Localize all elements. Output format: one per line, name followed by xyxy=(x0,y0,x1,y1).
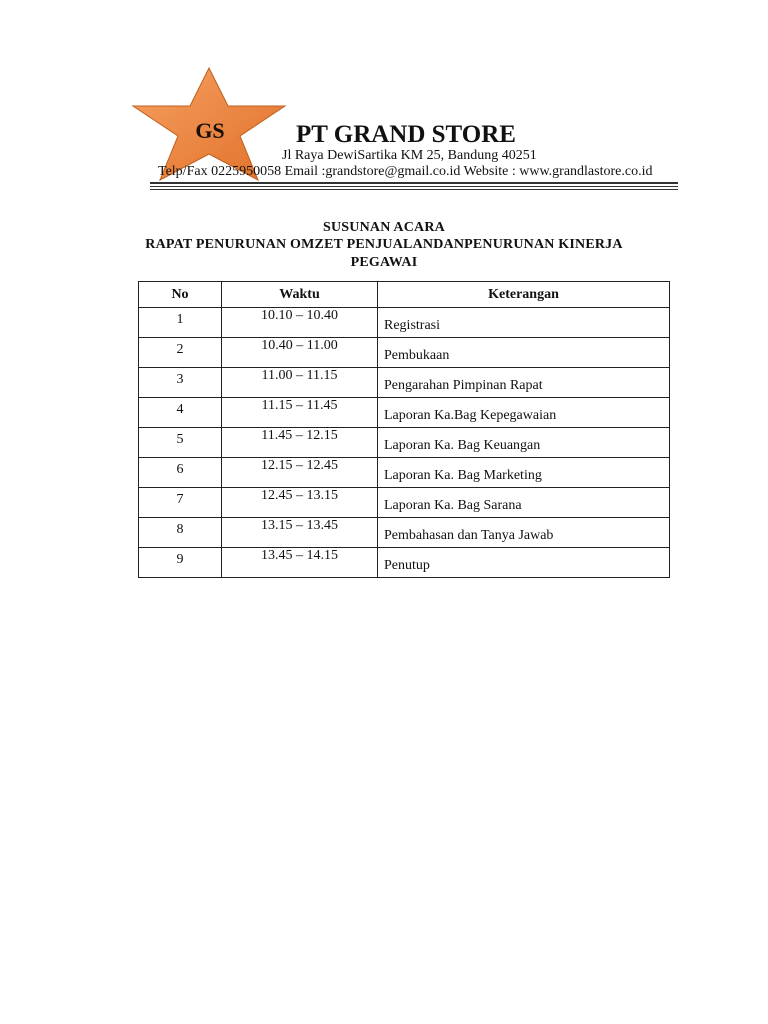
heading-line1: SUSUNAN ACARA xyxy=(322,220,445,235)
table-row xyxy=(139,458,670,488)
header-keterangan: Keterangan xyxy=(378,282,670,308)
cell-keterangan: Pembukaan xyxy=(378,338,670,368)
cell-waktu: 13.15 – 13.45 xyxy=(222,518,378,548)
heading-line3: PEGAWAI xyxy=(350,255,418,270)
cell-no: 3 xyxy=(139,368,222,398)
cell-no: 8 xyxy=(139,518,222,548)
cell-no: 2 xyxy=(139,338,222,368)
logo-text: GS xyxy=(195,118,225,143)
table-header-row xyxy=(139,282,670,308)
company-address: Jl Raya DewiSartika KM 25, Bandung 40251 xyxy=(282,148,537,163)
table-row xyxy=(139,398,670,428)
table-row xyxy=(139,428,670,458)
header-no: No xyxy=(139,282,222,308)
cell-no: 7 xyxy=(139,488,222,518)
table-row xyxy=(139,308,670,338)
header-waktu: Waktu xyxy=(222,282,378,308)
cell-waktu: 10.40 – 11.00 xyxy=(222,338,378,368)
schedule-table xyxy=(138,281,670,578)
divider xyxy=(150,189,678,190)
cell-keterangan: Laporan Ka. Bag Sarana xyxy=(378,488,670,518)
cell-waktu: 11.15 – 11.45 xyxy=(222,398,378,428)
cell-waktu: 12.15 – 12.45 xyxy=(222,458,378,488)
company-contact: Telp/Fax 0225950058 Email :grandstore@gmail.co.id Website : www.grandlastore.co.id xyxy=(158,164,653,179)
table-row xyxy=(139,338,670,368)
cell-no: 9 xyxy=(139,548,222,578)
table-row xyxy=(139,548,670,578)
table-row xyxy=(139,368,670,398)
cell-keterangan: Laporan Ka.Bag Kepegawaian xyxy=(378,398,670,428)
heading-line2: RAPAT PENURUNAN OMZET PENJUALANDANPENURUNAN KINERJA xyxy=(145,237,623,252)
divider xyxy=(150,182,678,184)
cell-waktu: 11.00 – 11.15 xyxy=(222,368,378,398)
cell-keterangan: Pengarahan Pimpinan Rapat xyxy=(378,368,670,398)
cell-keterangan: Pembahasan dan Tanya Jawab xyxy=(378,518,670,548)
company-name: PT GRAND STORE xyxy=(296,121,516,148)
cell-waktu: 11.45 – 12.15 xyxy=(222,428,378,458)
cell-no: 4 xyxy=(139,398,222,428)
table-row xyxy=(139,488,670,518)
cell-keterangan: Laporan Ka. Bag Marketing xyxy=(378,458,670,488)
cell-keterangan: Registrasi xyxy=(378,308,670,338)
cell-no: 5 xyxy=(139,428,222,458)
table-row xyxy=(139,518,670,548)
cell-waktu: 12.45 – 13.15 xyxy=(222,488,378,518)
cell-no: 6 xyxy=(139,458,222,488)
cell-keterangan: Laporan Ka. Bag Keuangan xyxy=(378,428,670,458)
cell-keterangan: Penutup xyxy=(378,548,670,578)
cell-no: 1 xyxy=(139,308,222,338)
cell-waktu: 13.45 – 14.15 xyxy=(222,548,378,578)
divider xyxy=(150,186,678,187)
cell-waktu: 10.10 – 10.40 xyxy=(222,308,378,338)
